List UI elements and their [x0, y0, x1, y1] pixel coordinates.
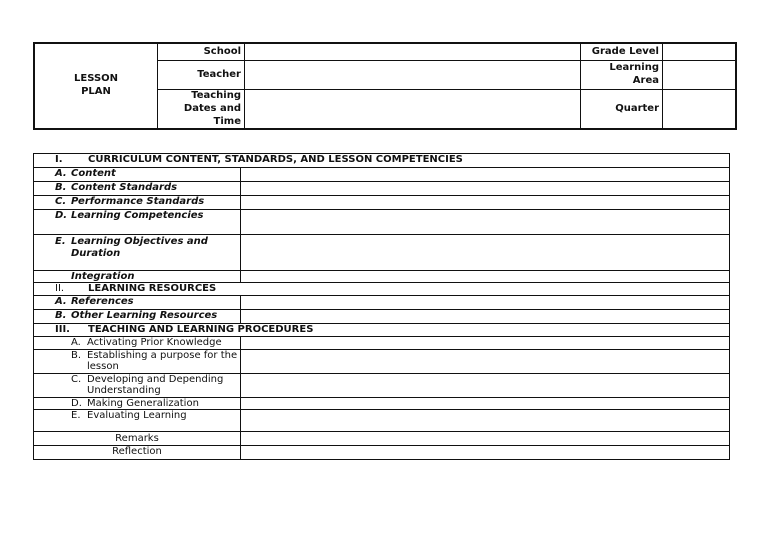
references-label — [34, 296, 241, 310]
section-2-header — [34, 283, 730, 296]
table-row — [34, 310, 730, 324]
teacher-label: Teacher — [197, 69, 241, 80]
item-prefix: C. — [55, 196, 67, 207]
developing-understanding-label — [34, 374, 241, 398]
table-row — [34, 271, 730, 283]
making-generalization-label — [34, 398, 241, 410]
table-row — [34, 168, 730, 182]
table-row — [34, 350, 730, 374]
item-prefix: D. — [55, 210, 68, 221]
teacher-field[interactable] — [245, 61, 580, 89]
lesson-plan-table — [33, 153, 730, 460]
item-label: Making Generalization — [87, 398, 199, 409]
table-row — [34, 410, 730, 432]
item-label: Other Learning Resources — [71, 310, 218, 321]
evaluating-learning-label — [34, 410, 241, 432]
other-resources-label — [34, 310, 241, 324]
table-row — [34, 337, 730, 350]
lesson-plan-title — [35, 72, 157, 98]
section-number: II. — [55, 283, 65, 294]
item-label: Establishing a purpose for the lesson — [87, 350, 238, 372]
reflection-field[interactable] — [241, 446, 730, 460]
activating-prior-knowledge-field[interactable] — [241, 337, 730, 350]
item-label: Developing and Depending Understanding — [87, 374, 224, 396]
title-line-2: PLAN — [81, 86, 111, 97]
item-label: Performance Standards — [71, 196, 205, 207]
item-prefix: A. — [55, 296, 67, 307]
item-prefix: B. — [55, 310, 67, 321]
learning-competencies-field[interactable] — [241, 210, 730, 235]
item-prefix: A. — [71, 337, 81, 348]
item-prefix: E. — [71, 410, 81, 421]
table-row — [34, 446, 730, 460]
item-label: References — [71, 296, 134, 307]
grade-level-field[interactable] — [663, 44, 735, 60]
section-row — [34, 324, 730, 337]
item-prefix: A. — [55, 168, 67, 179]
section-row — [34, 283, 730, 296]
item-prefix: C. — [71, 374, 82, 385]
section-3-header — [34, 324, 730, 337]
section-number: III. — [55, 324, 70, 335]
item-label: Evaluating Learning — [87, 410, 187, 421]
learning-line-1: Learning — [609, 62, 659, 73]
remarks-field[interactable] — [241, 432, 730, 446]
item-label: Learning Competencies — [71, 210, 204, 221]
table-row — [34, 296, 730, 310]
integration-field[interactable] — [241, 271, 730, 283]
dates-line-1: Teaching — [191, 90, 241, 101]
item-prefix: B. — [55, 182, 67, 193]
item-prefix: B. — [71, 350, 82, 361]
evaluating-learning-field[interactable] — [241, 410, 730, 432]
performance-standards-field[interactable] — [241, 196, 730, 210]
other-resources-field[interactable] — [241, 310, 730, 324]
content-field[interactable] — [241, 168, 730, 182]
title-line-1: LESSON — [73, 73, 119, 84]
reflection-label: Reflection — [34, 446, 241, 460]
table-row — [34, 210, 730, 235]
section-row — [34, 154, 730, 168]
developing-understanding-field[interactable] — [241, 374, 730, 398]
table-row — [34, 374, 730, 398]
content-standards-field[interactable] — [241, 182, 730, 196]
section-title: TEACHING AND LEARNING PROCEDURES — [88, 324, 314, 335]
dates-line-3: Time — [213, 116, 241, 127]
making-generalization-field[interactable] — [241, 398, 730, 410]
learning-objectives-field[interactable] — [241, 235, 730, 271]
references-field[interactable] — [241, 296, 730, 310]
content-label — [34, 168, 241, 182]
table-row — [34, 235, 730, 271]
item-label: Activating Prior Knowledge — [87, 337, 222, 348]
section-number: I. — [55, 154, 63, 165]
establishing-purpose-field[interactable] — [241, 350, 730, 374]
section-1-header — [34, 154, 730, 168]
table-row — [34, 398, 730, 410]
learning-area-field[interactable] — [663, 61, 735, 89]
activating-prior-knowledge-label — [34, 337, 241, 350]
school-field[interactable] — [245, 44, 580, 60]
table-row — [34, 196, 730, 210]
integration-label: Integration — [34, 271, 241, 283]
learning-competencies-label — [34, 210, 241, 235]
item-prefix: D. — [71, 398, 82, 409]
item-label: Content Standards — [71, 182, 178, 193]
content-standards-label — [34, 182, 241, 196]
table-row — [34, 432, 730, 446]
dates-line-2: Dates and — [183, 103, 241, 114]
school-label: School — [203, 46, 241, 57]
section-title: CURRICULUM CONTENT, STANDARDS, AND LESSON COMPETENCIES — [88, 154, 463, 165]
item-label: Learning Objectives and Duration — [71, 236, 208, 259]
table-row — [34, 182, 730, 196]
quarter-label: Quarter — [615, 103, 659, 114]
item-prefix: E. — [55, 236, 66, 247]
teaching-dates-field[interactable] — [245, 90, 580, 128]
remarks-label: Remarks — [34, 432, 241, 446]
learning-line-2: Area — [632, 75, 659, 86]
establishing-purpose-label — [34, 350, 241, 374]
item-label: Content — [71, 168, 116, 179]
learning-objectives-label — [34, 235, 241, 271]
learning-area-label — [581, 61, 659, 87]
grade-level-label: Grade Level — [591, 46, 659, 57]
performance-standards-label — [34, 196, 241, 210]
teaching-dates-label — [157, 89, 241, 128]
lesson-plan-header-table — [33, 42, 737, 130]
quarter-field[interactable] — [663, 90, 735, 128]
section-title: LEARNING RESOURCES — [88, 283, 217, 294]
